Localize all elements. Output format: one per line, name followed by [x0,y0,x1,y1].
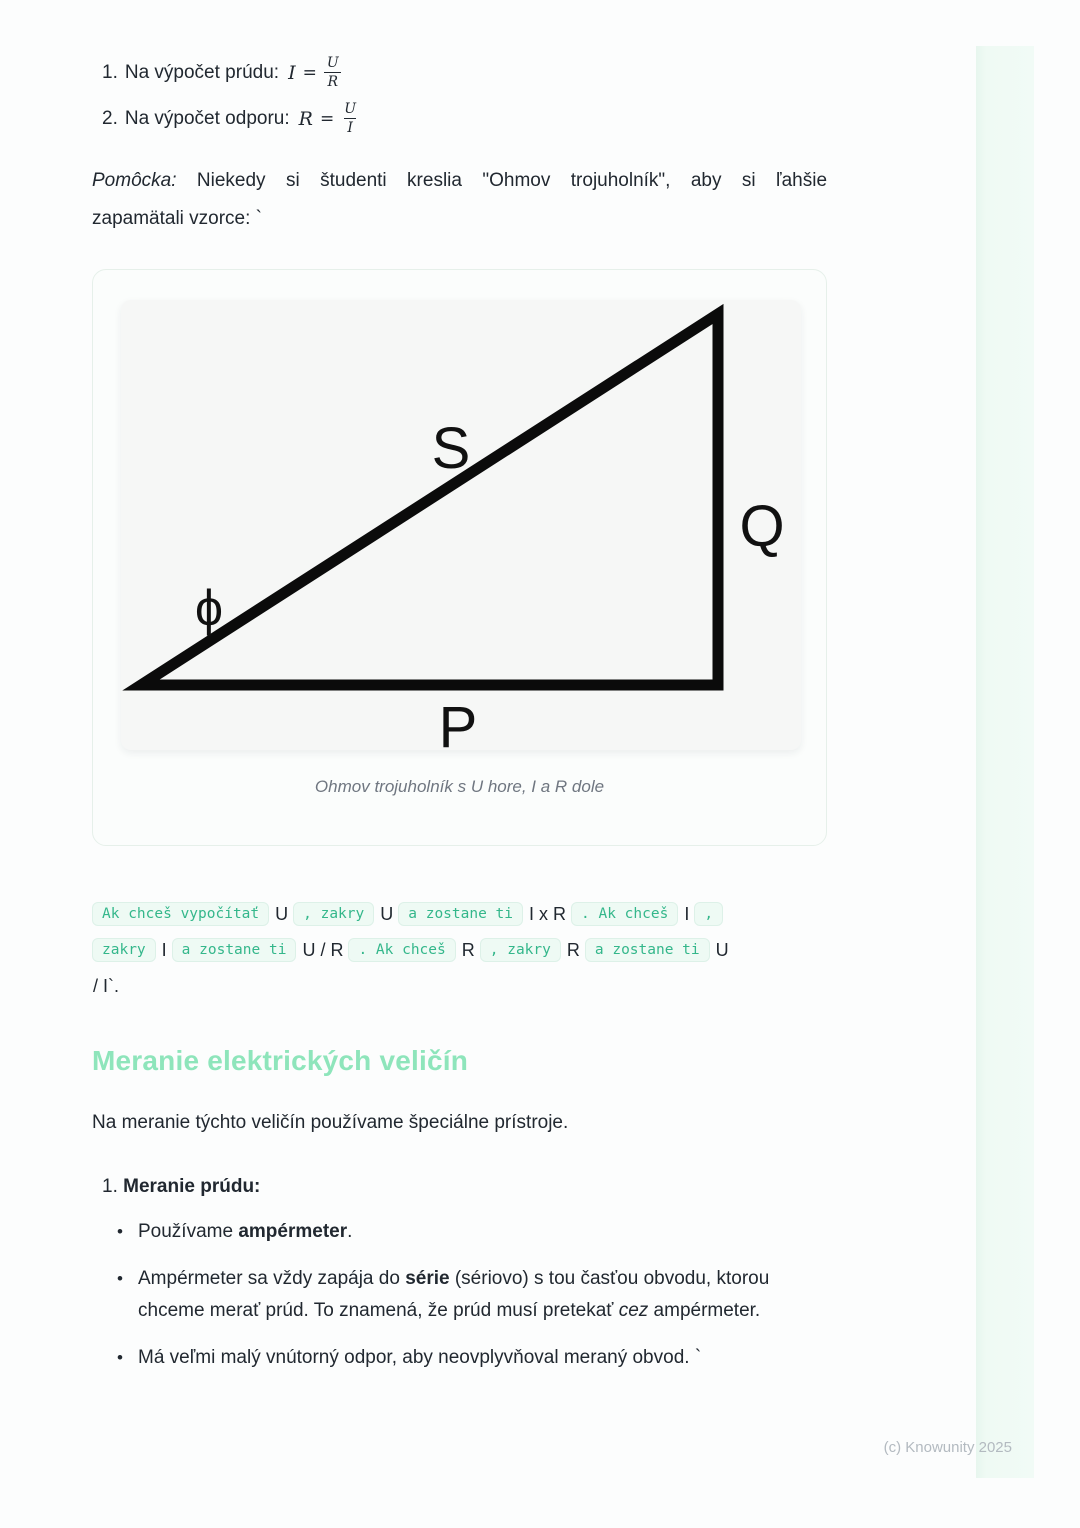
triangle-label-hypotenuse: S [431,416,471,481]
hint-label: Pomôcka: [92,170,177,191]
triangle-label-base: P [438,695,478,750]
inline-plain-text: U / R [302,939,344,960]
bullet-dot: • [117,1269,123,1288]
math-formula: I = $\frac{U}{R}$ [288,56,342,89]
inline-plain-text: U [715,939,729,960]
code-paragraph [92,900,827,1000]
bullet-item [102,1216,827,1248]
inline-code-chip: , [694,902,723,926]
fraction: $\frac{U}{R}$ [324,56,342,89]
measurement-item-title [102,1173,827,1201]
bullet-dot: • [117,1348,123,1367]
list-number: 1. [102,1176,118,1197]
inline-plain-text: U [380,903,394,924]
hint-paragraph [92,162,827,238]
formula-prefix: Na výpočet odporu: [124,107,290,129]
bullet-dot: • [117,1222,123,1241]
section-intro: Na meranie týchto veličín používame špeciálne prístroje. [92,1112,569,1133]
document-page [92,0,827,1374]
inline-plain-text: / I`. [93,975,119,996]
inline-code-chip: a zostane ti [172,938,297,962]
right-accent-bar [976,46,1034,1478]
inline-code-chip: . Ak chceš [348,938,455,962]
bullet-text: Má veľmi malý vnútorný odpor, aby neovplyvňoval meraný obvod. ` [138,1347,702,1368]
code-line [92,900,827,928]
inline-code-chip: , zakry [480,938,561,962]
inline-plain-text: I x R [529,903,567,924]
section-heading: Meranie elektrických veličín [92,1045,469,1076]
ohm-triangle-svg [121,300,801,750]
ohm-triangle-image [121,300,801,750]
formula-list [92,56,827,135]
hint-text-line2: zapamätali vzorce: ` [92,208,263,229]
inline-code-chip: . Ak chceš [571,902,678,926]
math-formula: R = $\frac{U}{I}$ [299,102,359,135]
inline-code-chip: zakry [92,938,156,962]
inline-code-chip: , zakry [293,902,374,926]
inline-code-chip: a zostane ti [585,938,710,962]
bullet-item [102,1263,827,1327]
ammeter-bullets [102,1216,827,1374]
code-line [92,972,827,1000]
bullet-text: Používame ampérmeter. [138,1221,353,1242]
inline-plain-text: R [461,939,475,960]
list-number: 2. [102,107,118,129]
triangle-label-vertical: Q [739,494,785,559]
copyright-footer: (c) Knowunity 2025 [883,1439,1012,1456]
code-line [92,936,827,964]
measurement-list [92,1173,827,1374]
bullet-text: Ampérmeter sa vždy zapája do série (sériovo) s tou časťou obvodu, ktorou chceme merať prúd. To znamená, že prúd musí pretekať cez ampérmeter. [138,1268,770,1321]
triangle-label-angle: ϕ [194,580,224,636]
triangle-shape [141,314,718,685]
fraction: $\frac{U}{I}$ [344,101,356,136]
figure-caption: Ohmov trojuholník s U hore, I a R dole [314,777,605,796]
inline-plain-text: U [275,903,289,924]
list-number: 1. [102,61,118,83]
inline-code-chip: a zostane ti [398,902,523,926]
formula-prefix: Na výpočet prúdu: [124,61,280,83]
figure-card [92,269,827,846]
inline-code-chip: Ak chceš vypočítať [92,902,269,926]
inline-plain-text: I [684,903,690,924]
formula-item-current [92,56,827,89]
formula-item-resistance [92,102,827,135]
hint-text-line1: Niekedy si študenti kreslia "Ohmov trojuholník", aby si ľahšie [196,170,828,191]
bullet-item [102,1342,827,1374]
measurement-title-text: Meranie prúdu: [123,1176,261,1197]
inline-plain-text: I [161,939,167,960]
inline-plain-text: R [566,939,580,960]
